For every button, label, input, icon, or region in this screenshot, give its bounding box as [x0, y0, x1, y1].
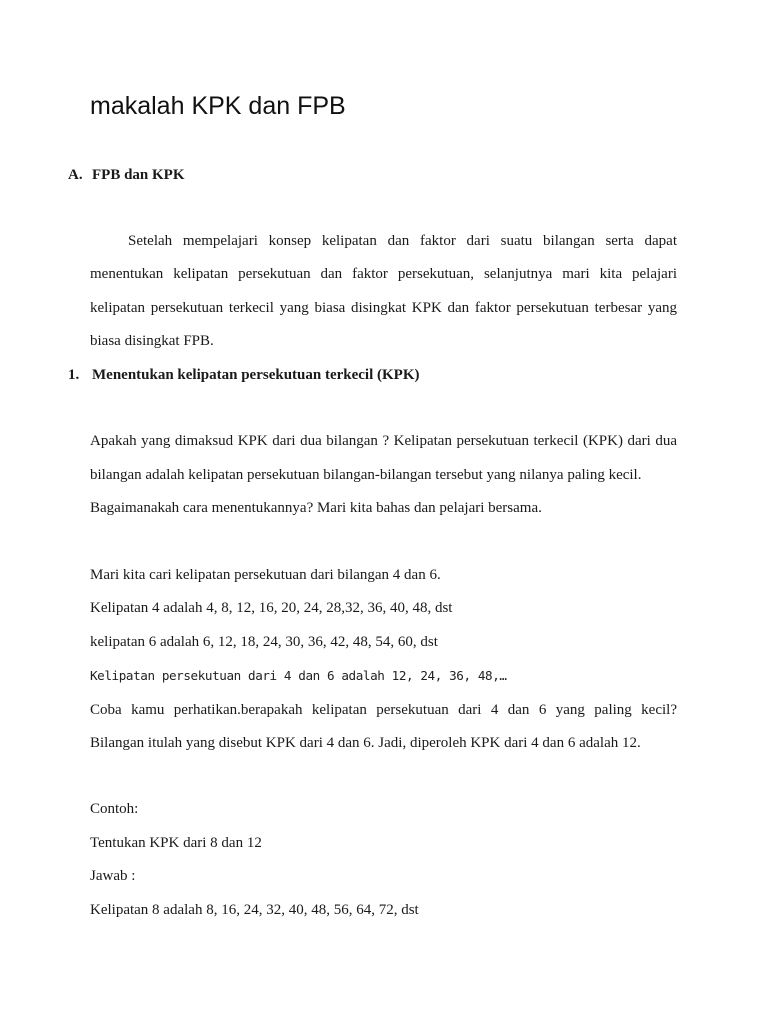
intro-line-1: Setelah mempelajari konsep kelipatan dan faktor dari suatu bilangan serta dapat — [128, 233, 677, 249]
section-1-heading — [68, 367, 420, 384]
section-a-heading — [68, 167, 185, 184]
section-1-marker: 1. — [68, 367, 80, 383]
example-intro: Mari kita cari kelipatan persekutuan dari bilangan 4 dan 6. — [90, 567, 441, 583]
intro-line-3: kelipatan persekutuan terkecil yang biasa disingkat KPK dan faktor persekutuan terbesar yang — [90, 300, 677, 316]
multiples-of-4: Kelipatan 4 adalah 4, 8, 12, 16, 20, 24, 28,32, 36, 40, 48, dst — [90, 600, 453, 616]
contoh-question: Tentukan KPK dari 8 dan 12 — [90, 835, 262, 851]
section-a-label: FPB dan KPK — [92, 167, 185, 183]
section-1-label: Menentukan kelipatan persekutuan terkecil (KPK) — [92, 367, 420, 383]
section-a-marker: A. — [68, 167, 83, 183]
jawab-label: Jawab : — [90, 868, 136, 884]
conclusion-line-1: Coba kamu perhatikan.berapakah kelipatan persekutuan dari 4 dan 6 yang paling kecil? — [90, 702, 677, 718]
multiples-of-6: kelipatan 6 adalah 6, 12, 18, 24, 30, 36, 42, 48, 54, 60, dst — [90, 634, 438, 650]
para1-line-3: Bagaimanakah cara menentukannya? Mari kita bahas dan pelajari bersama. — [90, 500, 542, 516]
para1-line-2: bilangan adalah kelipatan persekutuan bilangan-bilangan tersebut yang nilanya paling kecil. — [90, 467, 642, 483]
conclusion-line-2: Bilangan itulah yang disebut KPK dari 4 dan 6. Jadi, diperoleh KPK dari 4 dan 6 adalah 12. — [90, 735, 641, 751]
document-title: makalah KPK dan FPB — [90, 92, 346, 120]
para1-line-1: Apakah yang dimaksud KPK dari dua bilangan ? Kelipatan persekutuan terkecil (KPK) dari dua — [90, 433, 677, 449]
intro-line-2: menentukan kelipatan persekutuan dan faktor persekutuan, selanjutnya mari kita pelajari — [90, 266, 677, 282]
common-multiples: Kelipatan persekutuan dari 4 dan 6 adalah 12, 24, 36, 48,… — [90, 668, 507, 683]
multiples-of-8: Kelipatan 8 adalah 8, 16, 24, 32, 40, 48, 56, 64, 72, dst — [90, 902, 419, 918]
contoh-label: Contoh: — [90, 801, 139, 817]
intro-line-4: biasa disingkat FPB. — [90, 333, 214, 349]
